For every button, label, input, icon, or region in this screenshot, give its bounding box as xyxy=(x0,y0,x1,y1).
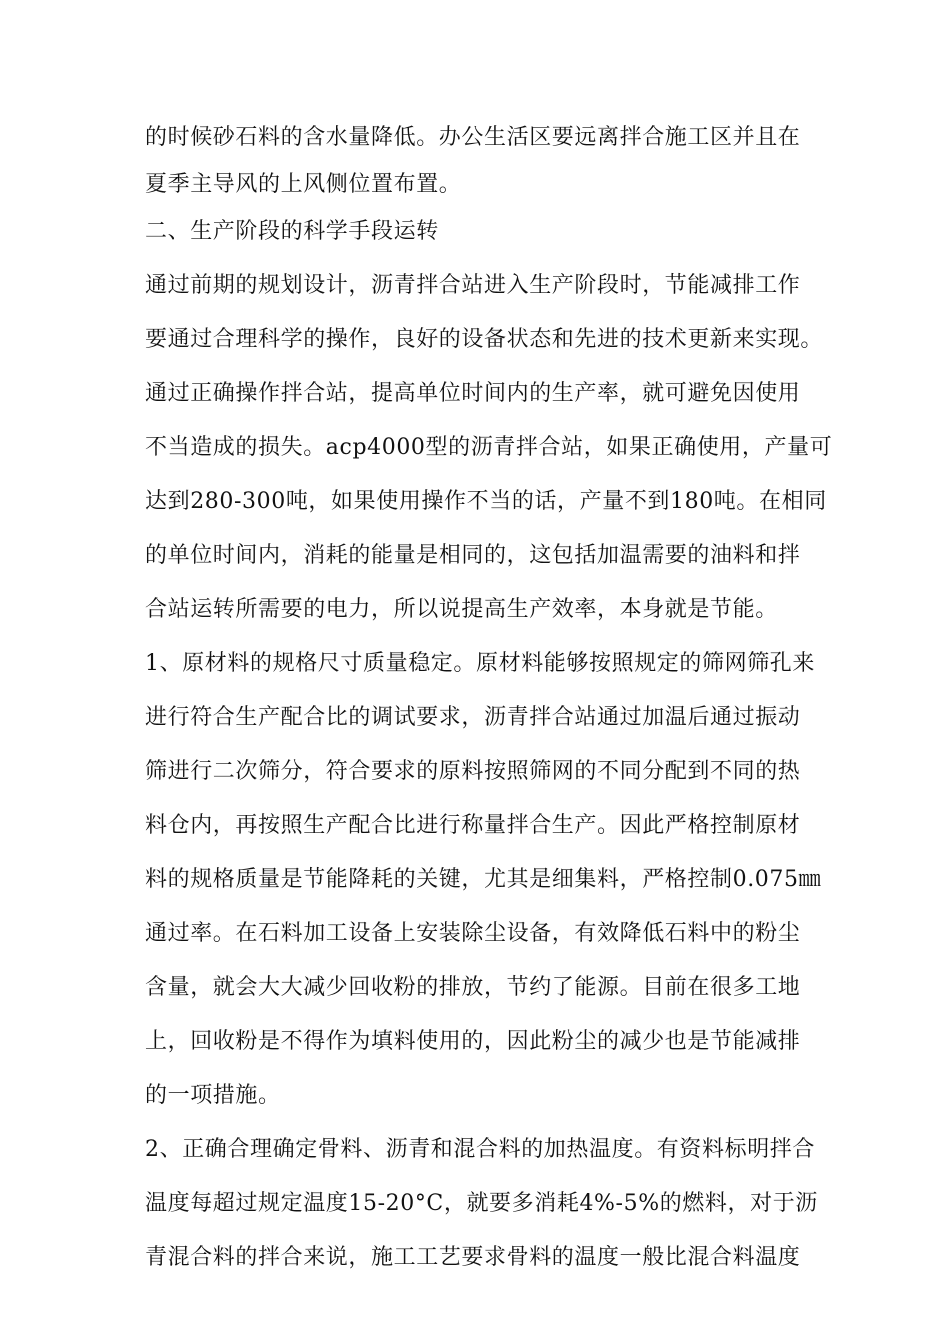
text-line: 通过率。在石料加工设备上安装除尘设备，有效降低石料中的粉尘 xyxy=(145,921,801,946)
text-line: 夏季主导风的上风侧位置布置。 xyxy=(145,172,462,197)
text-line: 通过前期的规划设计，沥青拌合站进入生产阶段时，节能减排工作 xyxy=(145,273,801,298)
text-line: 料的规格质量是节能降耗的关键，尤其是细集料，严格控制0.075㎜ xyxy=(145,867,822,892)
text-line: 进行符合生产配合比的调试要求，沥青拌合站通过加温后通过振动 xyxy=(145,705,801,730)
section-heading: 二、生产阶段的科学手段运转 xyxy=(145,219,439,244)
text-line: 合站运转所需要的电力，所以说提高生产效率，本身就是节能。 xyxy=(145,597,778,622)
text-line: 含量，就会大大减少回收粉的排放，节约了能源。目前在很多工地 xyxy=(145,975,801,1000)
text-line: 的单位时间内，消耗的能量是相同的，这包括加温需要的油料和拌 xyxy=(145,543,801,568)
text-line: 青混合料的拌合来说，施工工艺要求骨料的温度一般比混合料温度 xyxy=(145,1245,801,1270)
text-line: 要通过合理科学的操作，良好的设备状态和先进的技术更新来实现。 xyxy=(145,327,824,352)
text-line: 温度每超过规定温度15-20°C，就要多消耗4%-5%的燃料，对于沥 xyxy=(145,1191,818,1216)
text-line: 1、原材料的规格尺寸质量稳定。原材料能够按照规定的筛网筛孔来 xyxy=(145,651,815,676)
text-line: 不当造成的损失。acp4000型的沥青拌合站，如果正确使用，产量可 xyxy=(145,435,833,460)
text-line: 达到280-300吨，如果使用操作不当的话，产量不到180吨。在相同 xyxy=(145,489,827,514)
text-line: 的时候砂石料的含水量降低。办公生活区要远离拌合施工区并且在 xyxy=(145,125,801,150)
text-line: 的一项措施。 xyxy=(145,1083,281,1108)
text-line: 2、正确合理确定骨料、沥青和混合料的加热温度。有资料标明拌合 xyxy=(145,1137,815,1162)
text-line: 料仓内，再按照生产配合比进行称量拌合生产。因此严格控制原材 xyxy=(145,813,801,838)
text-line: 上，回收粉是不得作为填料使用的，因此粉尘的减少也是节能减排 xyxy=(145,1029,801,1054)
text-line: 通过正确操作拌合站，提高单位时间内的生产率，就可避免因使用 xyxy=(145,381,801,406)
text-line: 筛进行二次筛分，符合要求的原料按照筛网的不同分配到不同的热 xyxy=(145,759,801,784)
